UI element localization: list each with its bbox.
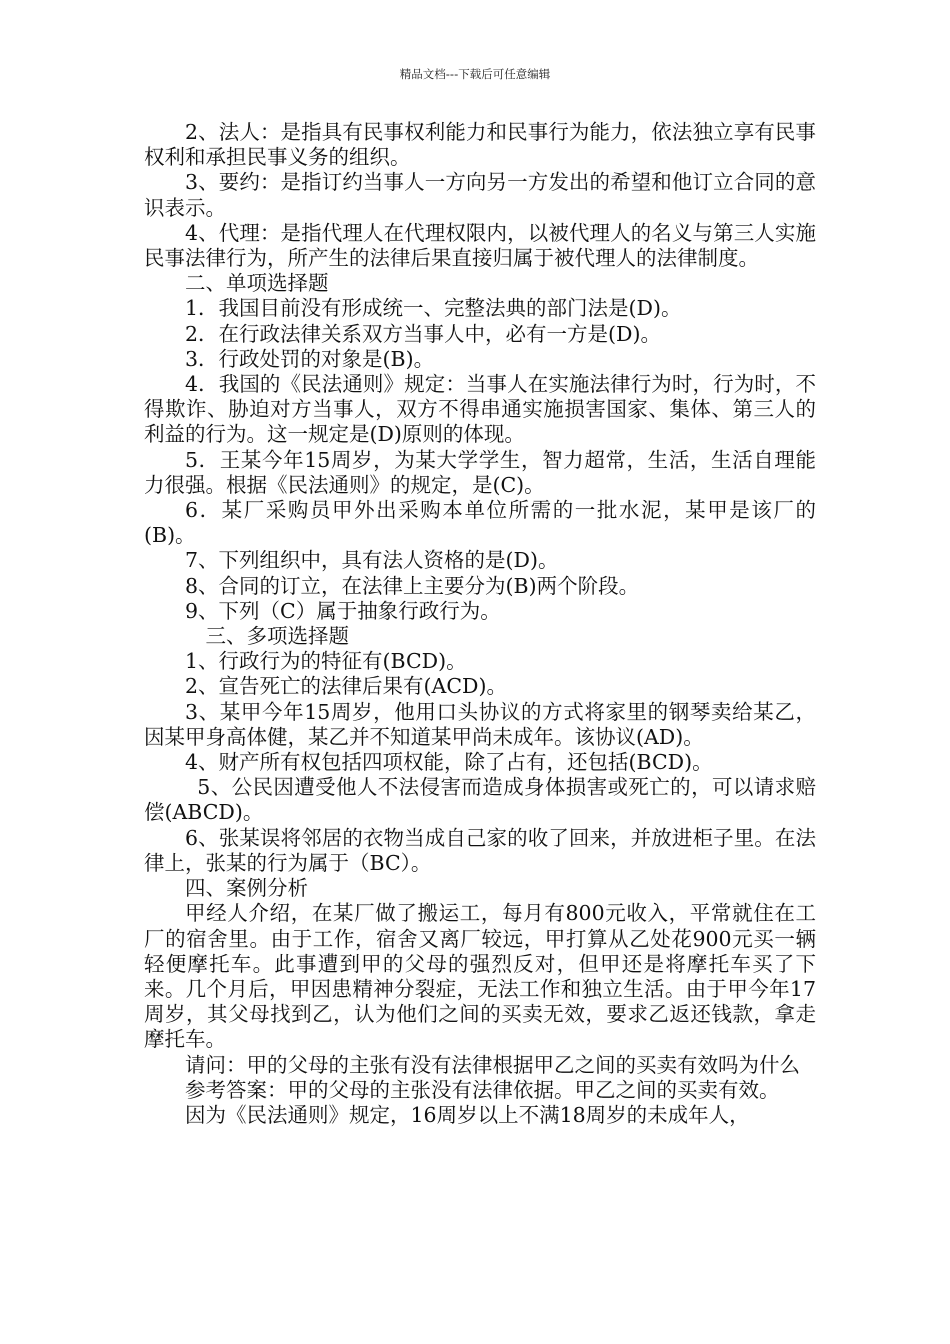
multiple-choice-item: 2、宣告死亡的法律后果有(ACD)。 <box>185 674 507 699</box>
multiple-choice-item: 4、财产所有权包括四项权能，除了占有，还包括(BCD)。 <box>185 750 713 775</box>
case-question: 请问：甲的父母的主张有没有法律根据甲乙之间的买卖有效吗为什么 <box>185 1052 800 1077</box>
single-choice-item: 1．我国目前没有形成统一、完整法典的部门法是(D)。 <box>185 296 682 321</box>
section-heading-case-analysis: 四、案例分析 <box>185 876 308 901</box>
document-body <box>144 120 816 1128</box>
single-choice-item: 4．我国的《民法通则》规定：当事人在实施法律行为时，行为时，不得欺诈、胁迫对方当事人，双方不得串通实施损害国家、集体、第三人的利益的行为。这一规定是(D)原则的体现。 <box>144 372 816 447</box>
single-choice-item: 3．行政处罚的对象是(B)。 <box>185 346 435 371</box>
case-answer-reason: 因为《民法通则》规定，16周岁以上不满18周岁的未成年人， <box>185 1102 750 1127</box>
single-choice-item: 5．王某今年15周岁，为某大学学生，智力超常，生活，生活自理能力很强。根据《民法通则》的规定，是(C)。 <box>144 447 816 497</box>
multiple-choice-item: 5、公民因遭受他人不法侵害而造成身体损害或死亡的，可以请求赔偿(ABCD)。 <box>144 775 816 825</box>
single-choice-item: 2．在行政法律关系双方当事人中，必有一方是(D)。 <box>185 321 661 346</box>
definition-legal-person: 2、法人：是指具有民事权利能力和民事行为能力，依法独立享有民事权利和承担民事义务的组织。 <box>144 120 816 170</box>
multiple-choice-item: 1、行政行为的特征有(BCD)。 <box>185 649 467 674</box>
single-choice-item: 7、下列组织中，具有法人资格的是(D)。 <box>185 548 559 573</box>
page-header: 精品文档---下载后可任意编辑 <box>399 67 551 81</box>
section-heading-single-choice: 二、单项选择题 <box>185 271 329 296</box>
section-heading-multiple-choice: 三、多项选择题 <box>205 624 349 649</box>
single-choice-item: 8、合同的订立，在法律上主要分为(B)两个阶段。 <box>185 573 640 598</box>
case-reference-answer: 参考答案：甲的父母的主张没有法律依据。甲乙之间的买卖有效。 <box>185 1077 780 1102</box>
multiple-choice-item: 3、某甲今年15周岁，他用口头协议的方式将家里的钢琴卖给某乙，因某甲身高体健，某乙并不知道某甲尚未成年。该协议(AD)。 <box>144 699 816 749</box>
single-choice-item: 9、下列（C）属于抽象行政行为。 <box>185 598 501 623</box>
multiple-choice-item: 6、张某误将邻居的衣物当成自己家的收了回来，并放进柜子里。在法律上，张某的行为属于（BC）。 <box>144 825 816 875</box>
single-choice-item: 6．某厂采购员甲外出采购本单位所需的一批水泥，某甲是该厂的(B)。 <box>144 498 816 548</box>
case-description: 甲经人介绍，在某厂做了搬运工，每月有800元收入，平常就住在工厂的宿舍里。由于工作，宿舍又离厂较远，甲打算从乙处花900元买一辆轻便摩托车。此事遭到甲的父母的强烈反对，但甲还是将摩托车买了下来。几个月后，甲因患精神分裂症，无法工作和独立生活。由于甲今年17周岁，其父母找到乙，认为他们之间的买卖无效，要求乙返还钱款，拿走摩托车。 <box>144 901 816 1052</box>
definition-offer: 3、要约：是指订约当事人一方向另一方发出的希望和他订立合同的意识表示。 <box>144 170 816 220</box>
definition-agency: 4、代理：是指代理人在代理权限内，以被代理人的名义与第三人实施民事法律行为，所产生的法律后果直接归属于被代理人的法律制度。 <box>144 220 816 271</box>
